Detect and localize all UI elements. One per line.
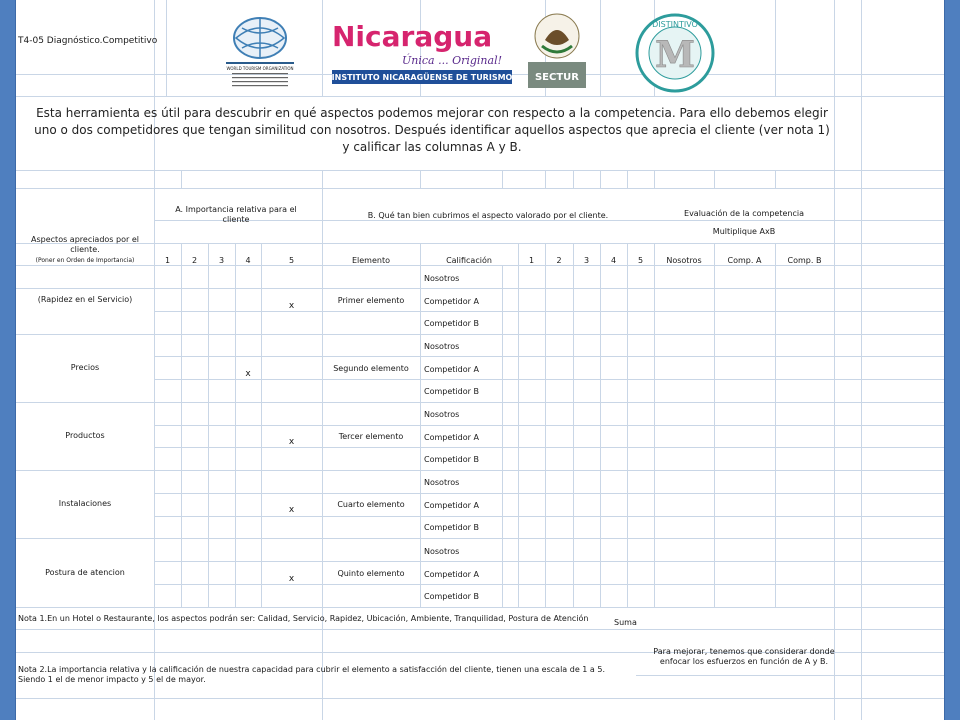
svg-text:SECTUR: SECTUR — [534, 72, 580, 83]
importance-mark: x — [288, 504, 295, 515]
calificacion-label: Nosotros — [424, 547, 460, 556]
nota-2: Nota 2.La importancia relativa y la calificación de nuestra capacidad para cubrir el elemento a satisfacción del cliente, tienen una escala de 1 a 5. Siendo 1 el de menor impacto y 5 el de mayor. — [18, 665, 605, 684]
calificacion-label: Competidor B — [424, 455, 479, 464]
svg-text:Nicaragua: Nicaragua — [332, 20, 493, 53]
scale-a-3: 3 — [218, 256, 225, 265]
intro-paragraph: Esta herramienta es útil para descubrir en qué aspectos podemos mejorar con respecto a la competencia. Para ello debemos elegir uno o dos competidores que tengan similitud con nosotros. Después identificar aquellos aspectos que aprecia el cliente (ver nota 1) y calificar las columnas A y B. — [34, 106, 830, 154]
col-comp-a: Comp. A — [727, 256, 762, 265]
distintivo-m-logo — [634, 12, 716, 94]
sectur-logo — [528, 10, 586, 90]
aspect-name: Postura de atencion — [45, 568, 125, 577]
svg-text:Única ... Original!: Única ... Original! — [402, 54, 503, 67]
importance-mark: x — [288, 436, 295, 447]
aspect-name: Productos — [65, 431, 105, 440]
nota-1: Nota 1.En un Hotel o Restaurante, los aspectos podrán ser: Calidad, Servicio, Rapidez, Ubicación, Ambiente, Tranquilidad, Postura de Atención — [18, 614, 589, 623]
calificacion-label: Competidor B — [424, 319, 479, 328]
calificacion-label: Competidor A — [424, 297, 479, 306]
col-calificacion: Calificación — [446, 256, 492, 265]
elemento-name: Quinto elemento — [337, 569, 405, 578]
svg-text:DISTINTIVO: DISTINTIVO — [652, 20, 698, 29]
elemento-name: Primer elemento — [337, 296, 405, 305]
scale-b-5: 5 — [637, 256, 644, 265]
svg-text:M: M — [655, 34, 695, 76]
calificacion-label: Nosotros — [424, 410, 460, 419]
elemento-name: Cuarto elemento — [337, 500, 405, 509]
scale-b-2: 2 — [556, 256, 562, 265]
calificacion-label: Nosotros — [424, 478, 460, 487]
world-tourism-organization-logo — [222, 16, 298, 92]
calificacion-label: Competidor A — [424, 570, 479, 579]
scale-b-1: 1 — [528, 256, 535, 265]
svg-text:WORLD TOURISM ORGANIZATION: WORLD TOURISM ORGANIZATION — [226, 66, 294, 71]
calificacion-label: Nosotros — [424, 274, 460, 283]
sheet-title: T4-05 Diagnóstico.Competitivo — [18, 36, 158, 46]
mejorar-note: Para mejorar, tenemos que considerar donde enfocar los esfuerzos en función de A y B. — [653, 647, 835, 666]
col-nosotros: Nosotros — [666, 256, 702, 265]
col-eval-header: Evaluación de la competencia — [684, 209, 804, 218]
elemento-name: Segundo elemento — [333, 364, 409, 373]
col-mult-header: Multiplique AxB — [712, 227, 776, 236]
calificacion-label: Competidor B — [424, 523, 479, 532]
importance-mark: x — [288, 300, 295, 311]
col-aspectos-header: Aspectos apreciados por el cliente. — [31, 235, 139, 254]
scale-a-1: 1 — [164, 256, 171, 265]
calificacion-label: Competidor A — [424, 501, 479, 510]
scale-b-3: 3 — [583, 256, 590, 265]
scale-a-4: 4 — [245, 256, 251, 265]
nicaragua-unica-original-logo — [330, 12, 526, 88]
calificacion-label: Nosotros — [424, 342, 460, 351]
col-elemento: Elemento — [351, 256, 390, 265]
col-aspectos-subheader: (Poner en Orden de Importancia) — [35, 257, 135, 264]
scale-a-2: 2 — [191, 256, 198, 265]
elemento-name: Tercer elemento — [338, 432, 404, 441]
aspect-name: Precios — [70, 363, 100, 372]
calificacion-label: Competidor A — [424, 365, 479, 374]
importance-mark: x — [288, 573, 295, 584]
calificacion-label: Competidor B — [424, 387, 479, 396]
col-comp-b: Comp. B — [787, 256, 822, 265]
aspect-name: (Rapidez en el Servicio) — [37, 295, 133, 304]
scale-b-4: 4 — [610, 256, 617, 265]
calificacion-label: Competidor B — [424, 592, 479, 601]
calificacion-label: Competidor A — [424, 433, 479, 442]
svg-text:INSTITUTO NICARAGÜENSE DE TURI: INSTITUTO NICARAGÜENSE DE TURISMO — [331, 73, 513, 82]
col-a-header: A. Importancia relativa para el cliente — [175, 205, 297, 224]
importance-mark: x — [245, 368, 251, 379]
scale-a-5: 5 — [288, 256, 295, 265]
aspect-name: Instalaciones — [58, 499, 112, 508]
spreadsheet-sheet — [16, 0, 944, 720]
suma-label: Suma — [614, 618, 637, 627]
col-b-header: B. Qué tan bien cubrimos el aspecto valorado por el cliente. — [367, 211, 609, 220]
